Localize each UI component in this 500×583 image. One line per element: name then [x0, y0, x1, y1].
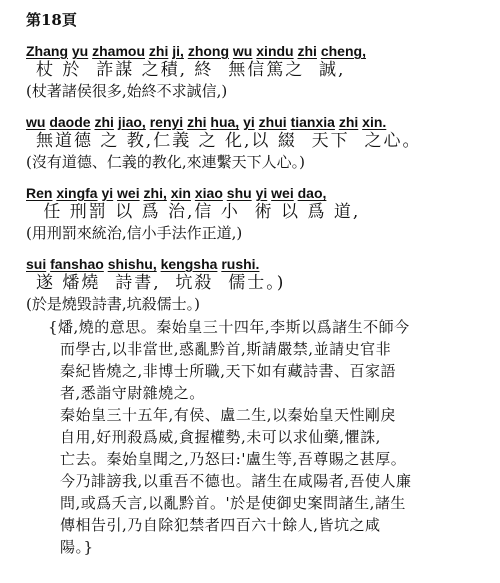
pinyin-syllable: Ren — [26, 185, 53, 201]
pinyin-syllable: zhi — [187, 114, 207, 130]
pinyin-syllable: shishu, — [107, 256, 157, 272]
pinyin-syllable: zhi — [148, 43, 169, 59]
pinyin-syllable: zhi, — [143, 185, 167, 201]
verse-3 — [26, 184, 500, 243]
pinyin-syllable: hua, — [210, 114, 240, 130]
pinyin-syllable: yu — [71, 43, 89, 59]
pinyin-syllable: daode — [49, 114, 91, 130]
verse-4 — [26, 255, 500, 558]
pinyin-syllable: shu — [226, 185, 252, 201]
pinyin-syllable: cheng, — [320, 43, 366, 59]
modern-translation: (於是燒毀詩書,坑殺儒士。) — [26, 295, 200, 313]
pinyin-line — [26, 255, 500, 273]
pinyin-syllable: sui — [26, 256, 47, 272]
pinyin-syllable: wei — [117, 185, 140, 201]
pinyin-syllable: jiao, — [117, 114, 146, 130]
pinyin-syllable: yi — [243, 114, 255, 130]
pinyin-syllable: renyi — [149, 114, 184, 130]
pinyin-syllable: zhi — [338, 114, 359, 130]
page-title: 第18頁 — [26, 11, 77, 29]
pinyin-syllable: wu — [26, 114, 46, 130]
note-line: 秦始皇三十五年,有侯、盧二生,以秦始皇天性剛戾 — [60, 406, 397, 424]
pinyin-syllable: xin — [170, 185, 191, 201]
pinyin-syllable: yi — [101, 185, 114, 201]
note-line: 者,悉詣守尉雜燒之。 — [60, 384, 205, 402]
pinyin-syllable: zhi — [94, 114, 114, 130]
note-line: 陽。} — [60, 538, 94, 556]
pinyin-line — [26, 42, 500, 60]
note-line: 秦紀皆燒之,非博士所職,天下如有藏詩書、百家語 — [60, 362, 397, 380]
pinyin-syllable: zhong — [187, 43, 230, 59]
pinyin-syllable: Zhang — [26, 43, 68, 59]
pinyin-syllable: dao, — [297, 185, 327, 201]
note-line: 亡去。秦始皇聞之,乃怒曰:'盧生等,吾尊賜之甚厚。 — [60, 450, 407, 468]
note-line: 自用,好刑殺爲威,貪握權勢,未可以求仙藥,懼誅, — [60, 428, 381, 446]
pinyin-line — [26, 113, 500, 131]
note-line: 今乃誹謗我,以重吾不德也。諸生在咸陽者,吾使人廉 — [60, 472, 412, 490]
pinyin-syllable: kengsha — [160, 256, 218, 272]
annotation-note — [48, 316, 500, 558]
note-line: 而學古,以非當世,惑亂黔首,斯請嚴禁,並請史官非 — [60, 340, 392, 358]
modern-translation: (沒有道德、仁義的教化,來連繫天下人心。) — [26, 153, 305, 171]
pinyin-line — [26, 184, 500, 202]
note-line: 問,或爲夭言,以亂黔首。'於是使御史案問諸生,諸生 — [60, 494, 406, 512]
note-line: {燔,燒的意思。秦始皇三十四年,李斯以爲諸生不師今 — [48, 318, 410, 336]
pinyin-syllable: wu — [232, 43, 253, 59]
classical-chinese-line: 無道德 之 教,仁義 之 化,以 綴 天下 之心。 — [36, 131, 422, 151]
pinyin-syllable: ji, — [172, 43, 184, 59]
pinyin-syllable: yi — [255, 185, 268, 201]
pinyin-syllable: xindu — [256, 43, 294, 59]
pinyin-syllable: zhui — [258, 114, 287, 130]
modern-translation: (用刑罰來統治,信小手法作正道,) — [26, 224, 243, 242]
pinyin-syllable: xin. — [362, 114, 387, 130]
note-line: 傳相告引,乃自除犯禁者四百六十餘人,皆坑之咸 — [60, 516, 381, 534]
pinyin-syllable: wei — [271, 185, 294, 201]
pinyin-syllable: rushi. — [221, 256, 260, 272]
pinyin-syllable: zhamou — [92, 43, 146, 59]
classical-chinese-line: 遂 燔燒 詩書, 坑殺 儒士。) — [36, 273, 286, 293]
pinyin-syllable: xingfa — [56, 185, 98, 201]
pinyin-syllable: zhi — [297, 43, 317, 59]
classical-chinese-line: 任 刑罰 以 爲 治,信 小 術 以 爲 道, — [36, 202, 361, 222]
pinyin-syllable: tianxia — [290, 114, 335, 130]
modern-translation: (杖著諸侯很多,始終不求誠信,) — [26, 82, 228, 100]
pinyin-syllable: fanshao — [50, 256, 104, 272]
classical-chinese-line: 杖 於 詐謀 之積, 終 無信篤之 誠, — [36, 60, 346, 80]
verse-1 — [26, 42, 500, 101]
verse-2 — [26, 113, 500, 172]
pinyin-syllable: xiao — [194, 185, 223, 201]
